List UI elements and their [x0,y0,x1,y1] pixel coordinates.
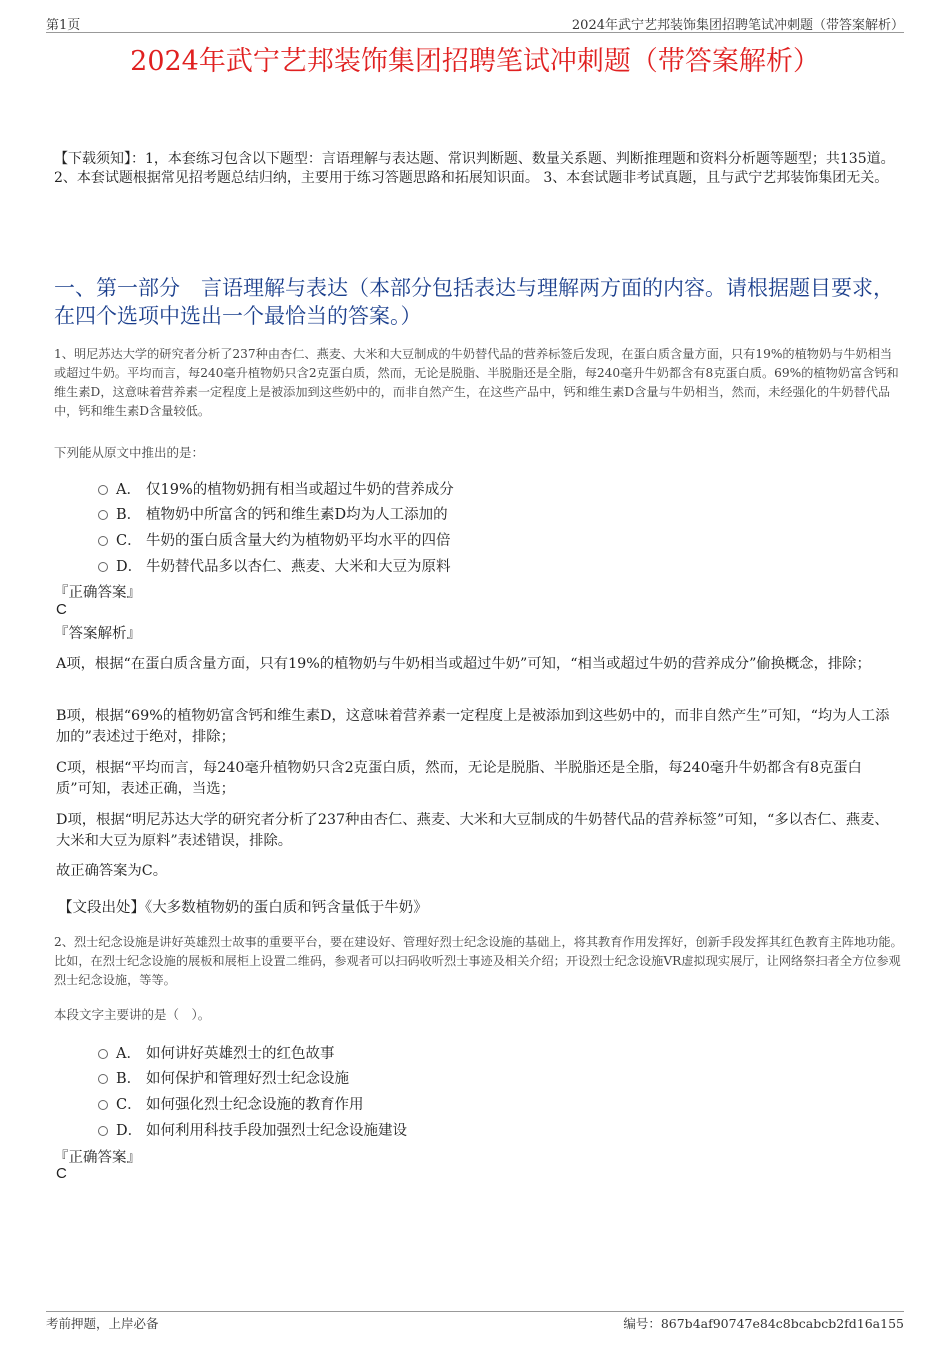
correct-answer-label: 『正确答案』 [54,1150,141,1166]
option-text: 牛奶的蛋白质含量大约为植物奶平均水平的四倍 [146,533,451,549]
question-1-prompt: 下列能从原文中推出的是： [54,445,205,460]
radio-icon[interactable] [98,536,108,546]
option-text: 仅19%的植物奶拥有相当或超过牛奶的营养成分 [146,482,454,498]
option-letter: C． [116,533,142,549]
option-text: 如何讲好英雄烈士的红色故事 [146,1046,335,1062]
question-1-option-a[interactable] [98,478,454,499]
radio-icon[interactable] [98,1074,108,1084]
page-number: 第1页 [46,18,81,33]
option-letter: A． [116,482,141,498]
radio-icon[interactable] [98,1126,108,1136]
option-letter: A． [116,1046,141,1062]
question-1-option-d[interactable] [98,555,451,576]
analysis-paragraph-d: D项，根据“明尼苏达大学的研究者分析了237种由杏仁、燕麦、大米和大豆制成的牛奶替代品的营养标签”可知，“多以杏仁、燕麦、大米和大豆为原料”表述错误，排除。 [56,812,889,849]
option-letter: D． [116,559,143,575]
radio-icon[interactable] [98,1100,108,1110]
question-2-option-c[interactable] [98,1093,364,1114]
download-notice: 【下载须知】：1，本套练习包含以下题型：言语理解与表达题、常识判断题、数量关系题、判断推理题和资料分析题等题型；共135道。 2、本套试题根据常见招考题总结归纳，主要用于练习答题思路和拓展知识面。 3、本套试题非考试真题，且与武宁艺邦装饰集团无关。 [54,151,895,186]
analysis-paragraph-c: C项，根据“平均而言，每240毫升植物奶只含2克蛋白质，然而，无论是脱脂、半脱脂还是全脂，每240毫升牛奶都含有8克蛋白质”可知，表述正确，当选； [56,760,862,797]
passage-source: 【文段出处】《大多数植物奶的蛋白质和钙含量低于牛奶》 [58,900,428,916]
question-1-option-c[interactable] [98,529,451,550]
option-text: 植物奶中所富含的钙和维生素D均为人工添加的 [146,507,448,523]
question-2-stem: 2、烈士纪念设施是讲好英雄烈士故事的重要平台，要在建设好、管理好烈士纪念设施的基础上，将其教育作用发挥好，创新手段发挥其红色教育主阵地功能。比如，在烈士纪念设施的展板和展柜上设置二维码，参观者可以扫码收听烈士事迹及相关介绍；开设烈士纪念设施VR虚拟现实展厅，让网络祭扫者全方位参观烈士纪念设施，等等。 [54,935,903,987]
question-2-option-b[interactable] [98,1067,349,1088]
document-id: 编号：867b4af90747e84c8bcabcb2fd16a155 [623,1316,904,1331]
radio-icon[interactable] [98,510,108,520]
option-text: 如何利用科技手段加强烈士纪念设施建设 [146,1123,407,1139]
option-text: 牛奶替代品多以杏仁、燕麦、大米和大豆为原料 [146,559,451,575]
question-2-prompt: 本段文字主要讲的是（ ）。 [54,1007,211,1022]
question-1-option-b[interactable] [98,503,448,524]
section-heading: 一、第一部分 言语理解与表达（本部分包括表达与理解两方面的内容。请根据题目要求，在四个选项中选出一个最恰当的答案。） [54,276,894,328]
question-2-option-a[interactable] [98,1042,335,1063]
analysis-paragraph-b: B项，根据“69%的植物奶富含钙和维生素D，这意味着营养素一定程度上是被添加到这些奶中的，而非自然产生”可知，“均为人工添加的”表述过于绝对，排除； [56,708,890,745]
correct-answer-value: C [56,601,67,618]
analysis-paragraph-a: A项，根据“在蛋白质含量方面，只有19%的植物奶与牛奶相当或超过牛奶”可知，“相当或超过牛奶的营养成分”偷换概念，排除； [56,656,871,672]
footer-divider [46,1311,904,1312]
document-title: 2024年武宁艺邦装饰集团招聘笔试冲刺题（带答案解析） [130,46,820,77]
option-text: 如何保护和管理好烈士纪念设施 [146,1071,349,1087]
footer-slogan: 考前押题，上岸必备 [46,1316,159,1331]
radio-icon[interactable] [98,562,108,572]
running-header-title: 2024年武宁艺邦装饰集团招聘笔试冲刺题（带答案解析） [571,18,904,33]
correct-answer-value: C [56,1165,67,1182]
option-letter: C． [116,1097,142,1113]
question-2-option-d[interactable] [98,1119,407,1140]
option-text: 如何强化烈士纪念设施的教育作用 [146,1097,364,1113]
option-letter: D． [116,1123,143,1139]
radio-icon[interactable] [98,485,108,495]
question-1-stem: 1、明尼苏达大学的研究者分析了237种由杏仁、燕麦、大米和大豆制成的牛奶替代品的营养标签后发现，在蛋白质含量方面，只有19%的植物奶与牛奶相当或超过牛奶。平均而言，每240毫升植物奶只含2克蛋白质，然而，无论是脱脂、半脱脂还是全脂，每240毫升牛奶都含有8克蛋白质。69%的植物奶富含钙和维生素D，这意味着营养素一定程度上是被添加到这些奶中的，而非自然产生，在这些产品中，钙和维生素D含量与牛奶相当，然而，未经强化的牛奶替代品中，钙和维生素D含量较低。 [54,347,899,418]
correct-answer-label: 『正确答案』 [54,585,141,601]
option-letter: B． [116,1071,142,1087]
option-letter: B． [116,507,142,523]
analysis-conclusion: 故正确答案为C。 [56,863,168,879]
analysis-label: 『答案解析』 [54,626,141,642]
radio-icon[interactable] [98,1049,108,1059]
header-divider [46,32,904,33]
